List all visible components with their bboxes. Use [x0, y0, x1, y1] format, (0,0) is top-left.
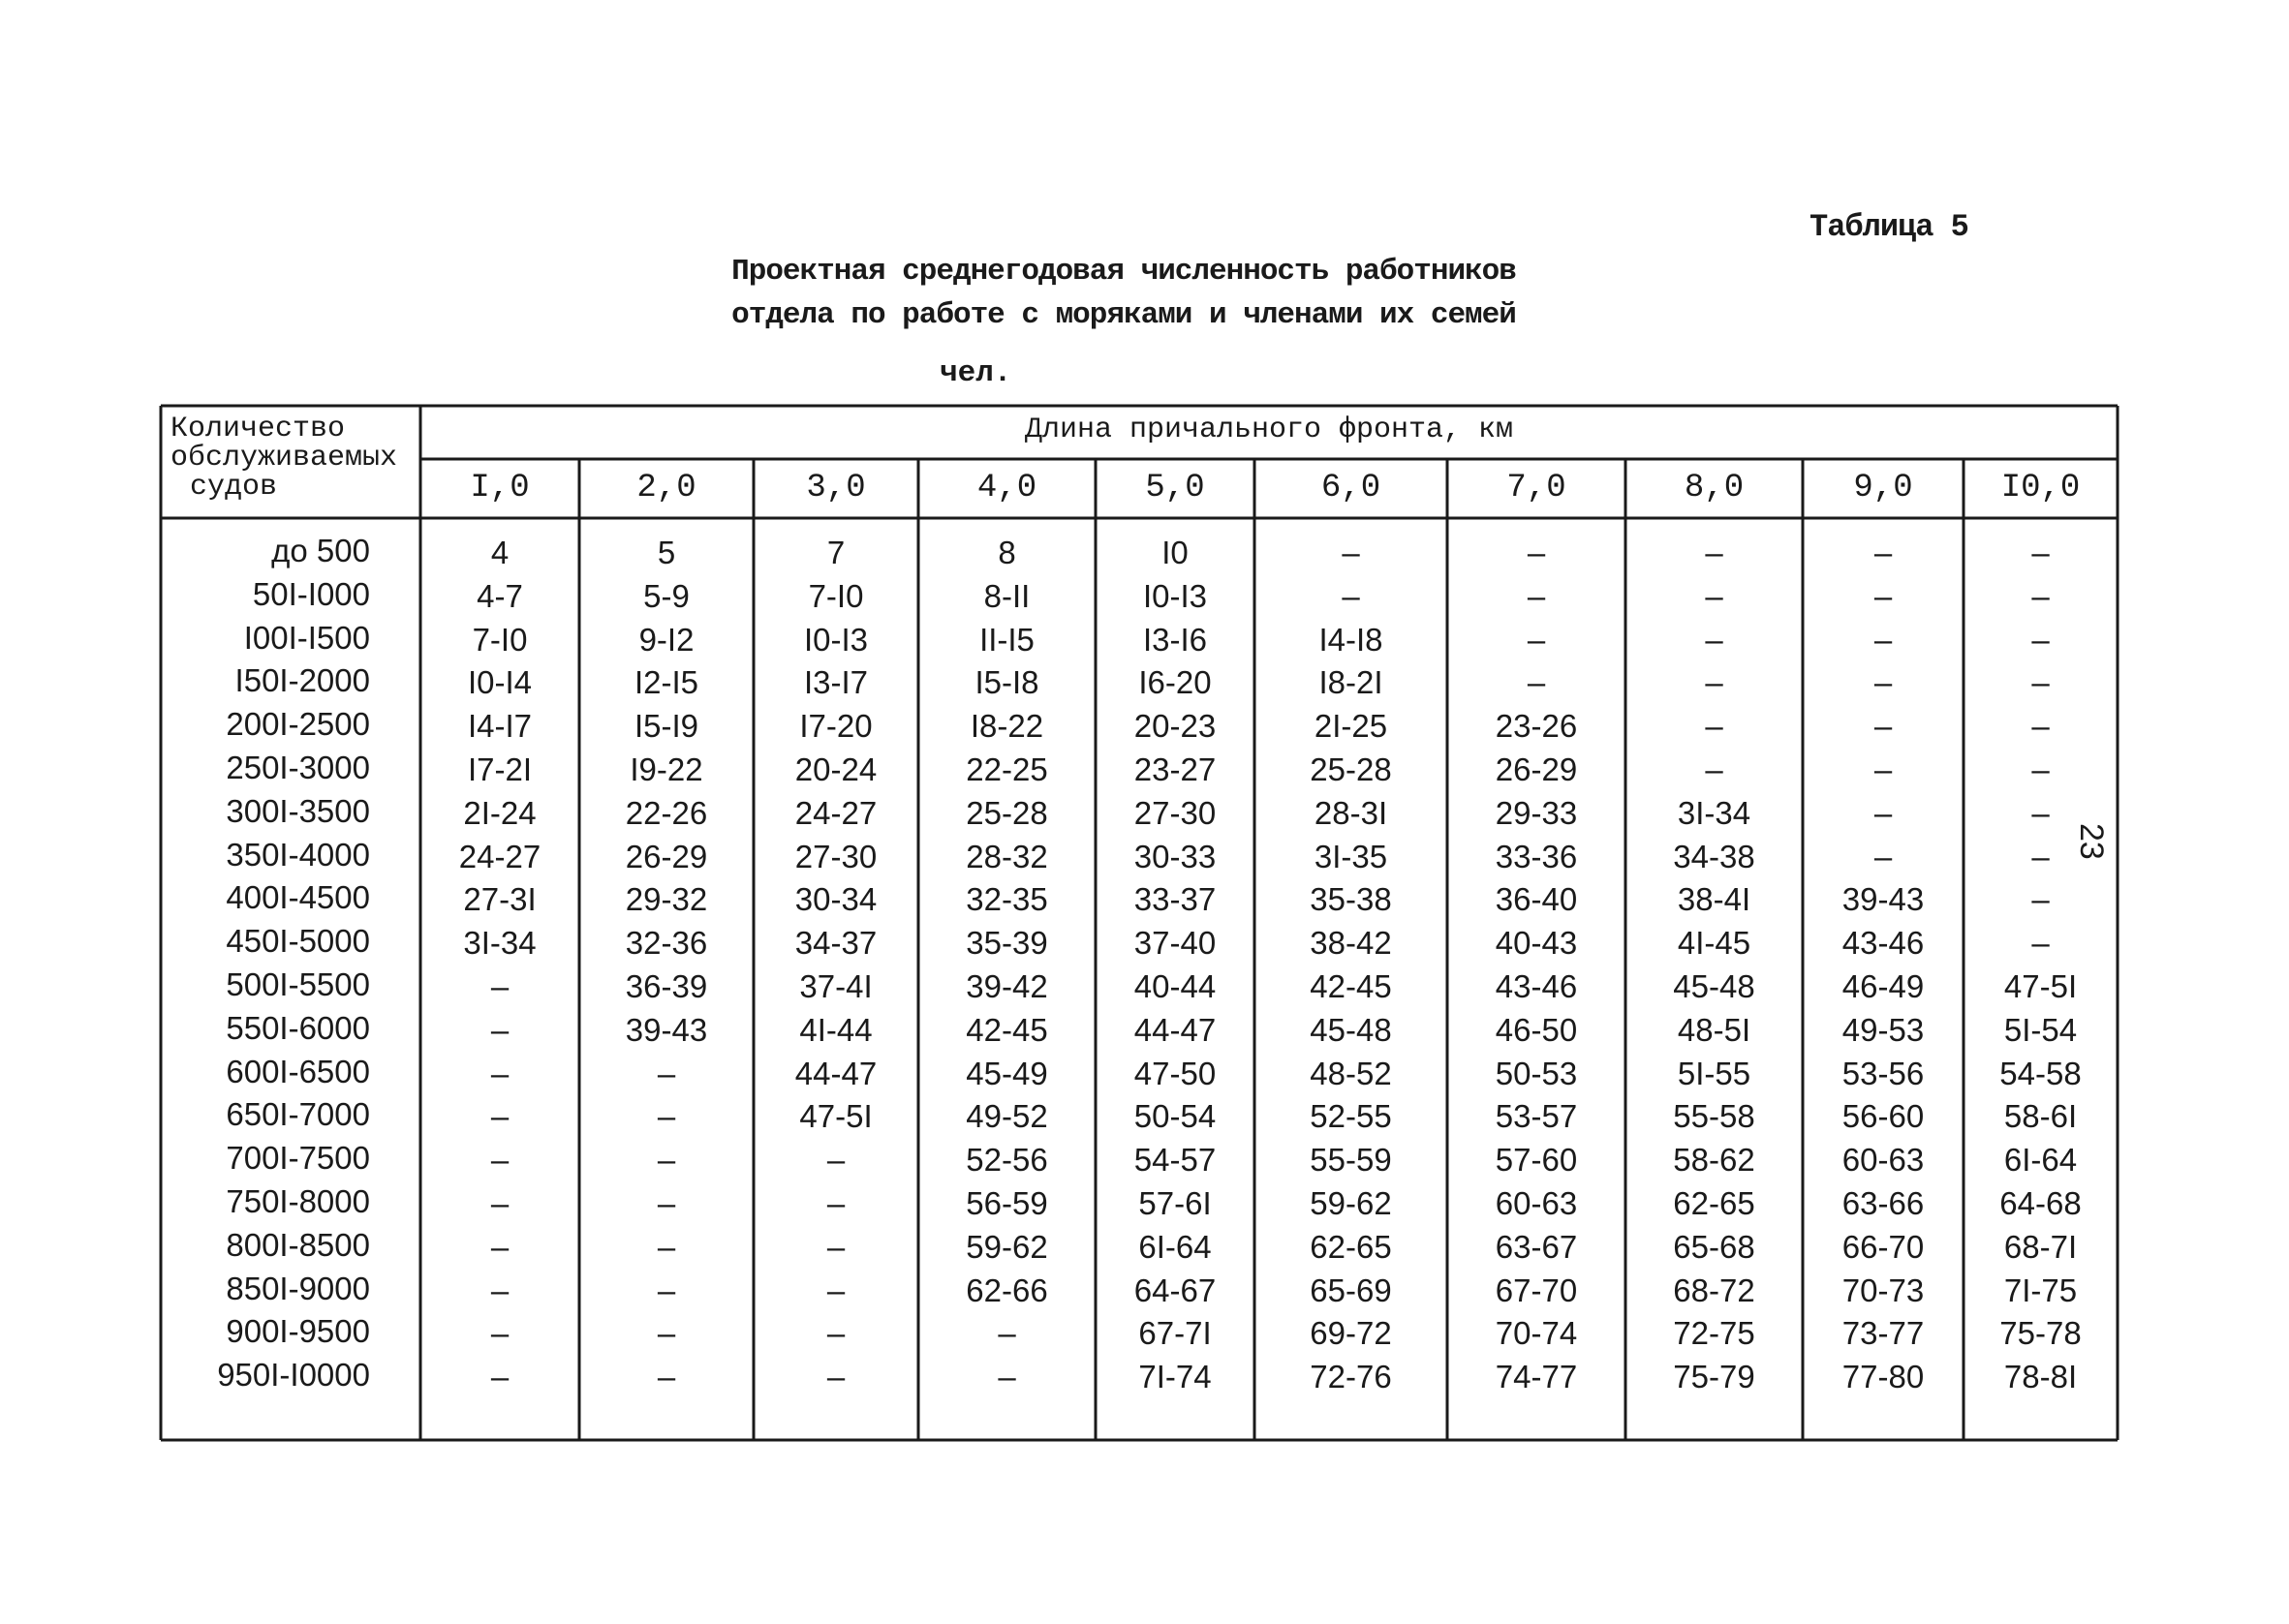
table-cell: –: [2031, 751, 2050, 787]
table-cell: 59-62: [966, 1228, 1048, 1265]
table-cell: 38-4I: [1677, 881, 1751, 918]
table-cell: I0-I4: [467, 664, 533, 701]
table-cell: 7I-74: [1138, 1359, 1212, 1395]
table-cell: –: [1873, 838, 1893, 874]
table-cell: 40-43: [1495, 925, 1578, 962]
table-cell: 24-27: [458, 838, 541, 874]
row-label: 900I-9500: [226, 1313, 370, 1350]
table-cell: I4-I8: [1318, 621, 1383, 658]
table-cell: I4-I7: [467, 708, 533, 745]
row-label: 250I-3000: [226, 750, 370, 785]
table-cell: 2I-24: [463, 794, 537, 831]
table-cell: 62-66: [966, 1272, 1048, 1308]
table-cell: –: [657, 1228, 676, 1265]
row-label: 750I-8000: [226, 1183, 370, 1219]
table-cell: 20-24: [794, 751, 878, 787]
row-label: 950I-I0000: [217, 1357, 370, 1394]
table-cell: –: [826, 1228, 846, 1265]
table-cell: 7-I0: [472, 621, 528, 658]
unit-label: чел.: [940, 356, 1012, 390]
table-cell: –: [998, 1359, 1016, 1395]
table-cell: –: [490, 1315, 510, 1352]
column-header: 6,0: [1320, 470, 1381, 506]
table-cell: –: [826, 1315, 846, 1352]
table-cell: –: [1527, 621, 1546, 658]
table-cell: I5-I9: [634, 708, 699, 745]
table-cell: –: [1873, 621, 1893, 658]
table-cell: –: [657, 1098, 676, 1135]
table-cell: 74-77: [1495, 1359, 1578, 1395]
table-cell: 22-25: [966, 751, 1048, 787]
table-cell: 35-38: [1310, 881, 1392, 918]
table-cell: I7-2I: [467, 751, 533, 787]
table-cell: 42-45: [966, 1011, 1048, 1048]
column-header: 5,0: [1145, 470, 1205, 506]
table-cell: 64-67: [1133, 1272, 1217, 1308]
table-cell: –: [2031, 925, 2050, 962]
table-cell: –: [826, 1185, 846, 1221]
table-cell: 60-63: [1495, 1185, 1578, 1221]
table-cell: 55-58: [1673, 1098, 1755, 1135]
table-cell: I3-I6: [1142, 621, 1208, 658]
table-cell: I0: [1161, 535, 1189, 570]
table-cell: 9-I2: [638, 621, 695, 658]
row-label: I00I-I500: [243, 619, 370, 656]
table-cell: –: [826, 1272, 846, 1308]
column-header: 9,0: [1853, 470, 1913, 506]
table-cell: 59-62: [1310, 1185, 1392, 1221]
row-label: 600I-6500: [226, 1053, 370, 1089]
table-cell: 54-57: [1133, 1142, 1217, 1179]
table-cell: –: [2031, 708, 2050, 745]
row-header-line: Количество: [170, 413, 346, 445]
table-cell: –: [1873, 664, 1893, 701]
table-cell: 8-II: [983, 577, 1031, 614]
table-cell: 27-30: [1133, 794, 1217, 831]
table-cell: 43-46: [1495, 968, 1578, 1004]
table-cell: 75-78: [1999, 1315, 2082, 1352]
table-cell: 78-8I: [2003, 1359, 2078, 1395]
table-number: Таблица 5: [1810, 209, 1968, 245]
row-label: до 500: [271, 533, 370, 568]
table-cell: 58-6I: [2003, 1098, 2078, 1135]
table-cell: –: [1527, 577, 1546, 614]
table-cell: 53-56: [1841, 1055, 1925, 1091]
table-cell: 6I-64: [1138, 1228, 1212, 1265]
table-cell: 7I-75: [2003, 1272, 2078, 1308]
table-cell: –: [1342, 535, 1360, 570]
table-cell: 63-66: [1841, 1185, 1925, 1221]
table-cell: 38-42: [1310, 925, 1392, 962]
column-header: 7,0: [1506, 470, 1566, 506]
table-cell: 33-36: [1495, 838, 1578, 874]
table-cell: 28-3I: [1314, 794, 1388, 831]
table-cell: 48-5I: [1677, 1011, 1751, 1048]
table-cell: 54-58: [1999, 1055, 2082, 1091]
table-cell: –: [1873, 577, 1893, 614]
table-cell: –: [657, 1142, 676, 1179]
row-label: 450I-5000: [226, 923, 370, 960]
row-label: 50I-I000: [252, 575, 370, 612]
table-cell: 50-54: [1133, 1098, 1217, 1135]
page-number: 23: [2073, 823, 2110, 860]
table-cell: 34-37: [794, 925, 878, 962]
table-cell: –: [1527, 535, 1546, 570]
table-cell: –: [2031, 881, 2050, 918]
table-cell: 22-26: [625, 794, 708, 831]
table-cell: 69-72: [1310, 1315, 1392, 1352]
table-cell: 26-29: [625, 838, 708, 874]
table-cell: 4I-45: [1677, 925, 1751, 962]
table-cell: 65-69: [1310, 1272, 1392, 1308]
table-cell: 40-44: [1133, 968, 1217, 1004]
table-cell: 33-37: [1133, 881, 1217, 918]
table-cell: 62-65: [1673, 1185, 1755, 1221]
table-cell: 42-45: [1310, 968, 1392, 1004]
table-cell: –: [2031, 794, 2050, 831]
table-cell: 39-43: [625, 1011, 708, 1048]
table-cell: I8-2I: [1318, 664, 1383, 701]
table-cell: II-I5: [979, 621, 1035, 658]
column-header: I0,0: [2000, 470, 2081, 506]
table-cell: 68-72: [1673, 1272, 1755, 1308]
table-cell: 53-57: [1495, 1098, 1578, 1135]
table-cell: 48-52: [1310, 1055, 1392, 1091]
table-cell: 62-65: [1310, 1228, 1392, 1265]
table-cell: 45-48: [1673, 968, 1755, 1004]
table-cell: 36-40: [1495, 881, 1578, 918]
row-label: 550I-6000: [226, 1009, 370, 1046]
table-cell: 32-35: [966, 881, 1048, 918]
table-cell: 7-I0: [808, 577, 864, 614]
table-cell: 30-34: [794, 881, 878, 918]
table-cell: –: [1873, 535, 1893, 570]
table-cell: 34-38: [1673, 838, 1755, 874]
table-cell: 23-27: [1133, 751, 1217, 787]
row-label: 500I-5500: [226, 966, 370, 1002]
table-cell: 5I-54: [2003, 1011, 2078, 1048]
table-cell: 46-49: [1841, 968, 1925, 1004]
table-cell: 70-74: [1495, 1315, 1578, 1352]
table-cell: I6-20: [1138, 664, 1212, 701]
table-cell: I7-20: [799, 708, 873, 745]
table-cell: 65-68: [1673, 1228, 1755, 1265]
row-header-line: судов: [190, 471, 278, 504]
table-cell: –: [490, 1142, 510, 1179]
table-cell: 5: [657, 535, 676, 570]
table-title-line-1: Проектная среднегодовая численность работников: [731, 255, 1516, 289]
table-cell: 75-79: [1673, 1359, 1755, 1395]
row-label: I50I-2000: [234, 662, 370, 699]
table-cell: –: [1705, 535, 1723, 570]
row-label: 300I-3500: [226, 792, 370, 829]
column-header: I,0: [470, 470, 530, 506]
table-cell: I8-22: [970, 708, 1044, 745]
group-header: Длина причального фронта, км: [1024, 414, 1514, 446]
table-cell: –: [490, 1011, 510, 1048]
table-cell: 39-43: [1841, 881, 1925, 918]
table-cell: 45-49: [966, 1055, 1048, 1091]
table-cell: 30-33: [1133, 838, 1217, 874]
table-cell: 29-32: [625, 881, 708, 918]
table-cell: 49-53: [1841, 1011, 1925, 1048]
table-cell: 4-7: [477, 577, 523, 614]
table-cell: 57-60: [1495, 1142, 1578, 1179]
table-cell: 37-4I: [799, 968, 873, 1004]
table-cell: 24-27: [794, 794, 878, 831]
table-cell: –: [826, 1359, 846, 1395]
table-cell: 70-73: [1841, 1272, 1925, 1308]
table-cell: 3I-34: [463, 925, 537, 962]
table-cell: 7: [826, 535, 846, 570]
table-cell: –: [490, 968, 510, 1004]
table-cell: 49-52: [966, 1098, 1048, 1135]
table-cell: 63-67: [1495, 1228, 1578, 1265]
table-cell: –: [1873, 751, 1893, 787]
table-cell: 29-33: [1495, 794, 1578, 831]
table-cell: I2-I5: [634, 664, 699, 701]
table-cell: I5-I8: [974, 664, 1039, 701]
table-cell: 3I-34: [1677, 794, 1751, 831]
table-cell: –: [657, 1272, 676, 1308]
table-cell: 8: [998, 535, 1016, 570]
table-cell: 47-5I: [2003, 968, 2078, 1004]
table-cell: 72-75: [1673, 1315, 1755, 1352]
table-cell: –: [1873, 708, 1893, 745]
table-cell: 57-6I: [1138, 1185, 1212, 1221]
table-cell: 73-77: [1841, 1315, 1925, 1352]
table-cell: –: [657, 1055, 676, 1091]
table-cell: 2I-25: [1314, 708, 1388, 745]
table-cell: –: [1342, 577, 1360, 614]
table-cell: 52-56: [966, 1142, 1048, 1179]
table-cell: –: [490, 1359, 510, 1395]
row-label: 400I-4500: [226, 879, 370, 916]
table-cell: I0-I3: [1142, 577, 1208, 614]
table-cell: 46-50: [1495, 1011, 1578, 1048]
table-cell: 44-47: [1133, 1011, 1217, 1048]
column-header: 2,0: [636, 470, 696, 506]
table-cell: –: [2031, 838, 2050, 874]
table-cell: 58-62: [1673, 1142, 1755, 1179]
table-cell: 25-28: [966, 794, 1048, 831]
table-title-line-2: отдела по работе с моряками и членами их семей: [731, 298, 1516, 332]
table-cell: –: [1527, 664, 1546, 701]
table-cell: 56-59: [966, 1185, 1048, 1221]
column-header: 4,0: [976, 470, 1037, 506]
table-cell: 4I-44: [799, 1011, 873, 1048]
row-label: 800I-8500: [226, 1226, 370, 1263]
table-cell: 64-68: [1999, 1185, 2082, 1221]
table-cell: –: [2031, 621, 2050, 658]
table-cell: I3-I7: [803, 664, 869, 701]
table-cell: 23-26: [1495, 708, 1578, 745]
table-cell: 20-23: [1133, 708, 1217, 745]
table-cell: 37-40: [1133, 925, 1217, 962]
row-label: 650I-7000: [226, 1096, 370, 1133]
table-cell: 27-30: [794, 838, 878, 874]
table-cell: I9-22: [630, 751, 703, 787]
table-cell: –: [1705, 577, 1723, 614]
row-label: 850I-9000: [226, 1270, 370, 1306]
table-cell: 35-39: [966, 925, 1048, 962]
row-label: 350I-4000: [226, 836, 370, 873]
table-cell: –: [490, 1228, 510, 1265]
table-cell: 68-7I: [2003, 1228, 2078, 1265]
table-cell: 52-55: [1310, 1098, 1392, 1135]
table-cell: –: [657, 1359, 676, 1395]
table-cell: 77-80: [1841, 1359, 1925, 1395]
column-header: 8,0: [1684, 470, 1745, 506]
table-cell: 32-36: [625, 925, 708, 962]
table-cell: 67-7I: [1138, 1315, 1212, 1352]
table-cell: 5I-55: [1677, 1055, 1751, 1091]
table-cell: 6I-64: [2003, 1142, 2078, 1179]
table-cell: –: [1705, 708, 1723, 745]
table-cell: 43-46: [1841, 925, 1925, 962]
table-cell: 45-48: [1310, 1011, 1392, 1048]
table-cell: –: [2031, 577, 2050, 614]
table-cell: 44-47: [794, 1055, 878, 1091]
table-cell: 27-3I: [463, 881, 537, 918]
table-cell: 3I-35: [1314, 838, 1388, 874]
table-cell: –: [490, 1098, 510, 1135]
column-header: 3,0: [806, 470, 866, 506]
table-cell: –: [490, 1055, 510, 1091]
table-cell: 55-59: [1310, 1142, 1392, 1179]
table-cell: –: [2031, 664, 2050, 701]
row-header-line: обслуживаемых: [170, 442, 398, 475]
table-cell: 47-5I: [799, 1098, 873, 1135]
table-cell: 56-60: [1841, 1098, 1925, 1135]
table-cell: 26-29: [1495, 751, 1578, 787]
table-cell: –: [1873, 794, 1893, 831]
table-cell: 67-70: [1495, 1272, 1578, 1308]
table-cell: 72-76: [1310, 1359, 1392, 1395]
table-cell: –: [826, 1142, 846, 1179]
table-cell: 66-70: [1841, 1228, 1925, 1265]
table-cell: –: [657, 1315, 676, 1352]
table-cell: –: [1705, 751, 1723, 787]
table-cell: –: [490, 1272, 510, 1308]
table-cell: –: [2031, 535, 2050, 570]
table-cell: –: [1705, 621, 1723, 658]
table-cell: 25-28: [1310, 751, 1392, 787]
table-cell: –: [1705, 664, 1723, 701]
row-label: 200I-2500: [226, 706, 370, 743]
table-cell: –: [998, 1315, 1016, 1352]
table-cell: 36-39: [625, 968, 708, 1004]
table-cell: 28-32: [966, 838, 1048, 874]
table-cell: 60-63: [1841, 1142, 1925, 1179]
row-label: 700I-7500: [226, 1140, 370, 1177]
table-cell: 4: [490, 535, 510, 570]
table-cell: 47-50: [1133, 1055, 1217, 1091]
table-cell: I0-I3: [803, 621, 869, 658]
table-cell: –: [490, 1185, 510, 1221]
table-cell: –: [657, 1185, 676, 1221]
table-cell: 5-9: [643, 577, 690, 614]
table-cell: 50-53: [1495, 1055, 1578, 1091]
table-cell: 39-42: [966, 968, 1048, 1004]
